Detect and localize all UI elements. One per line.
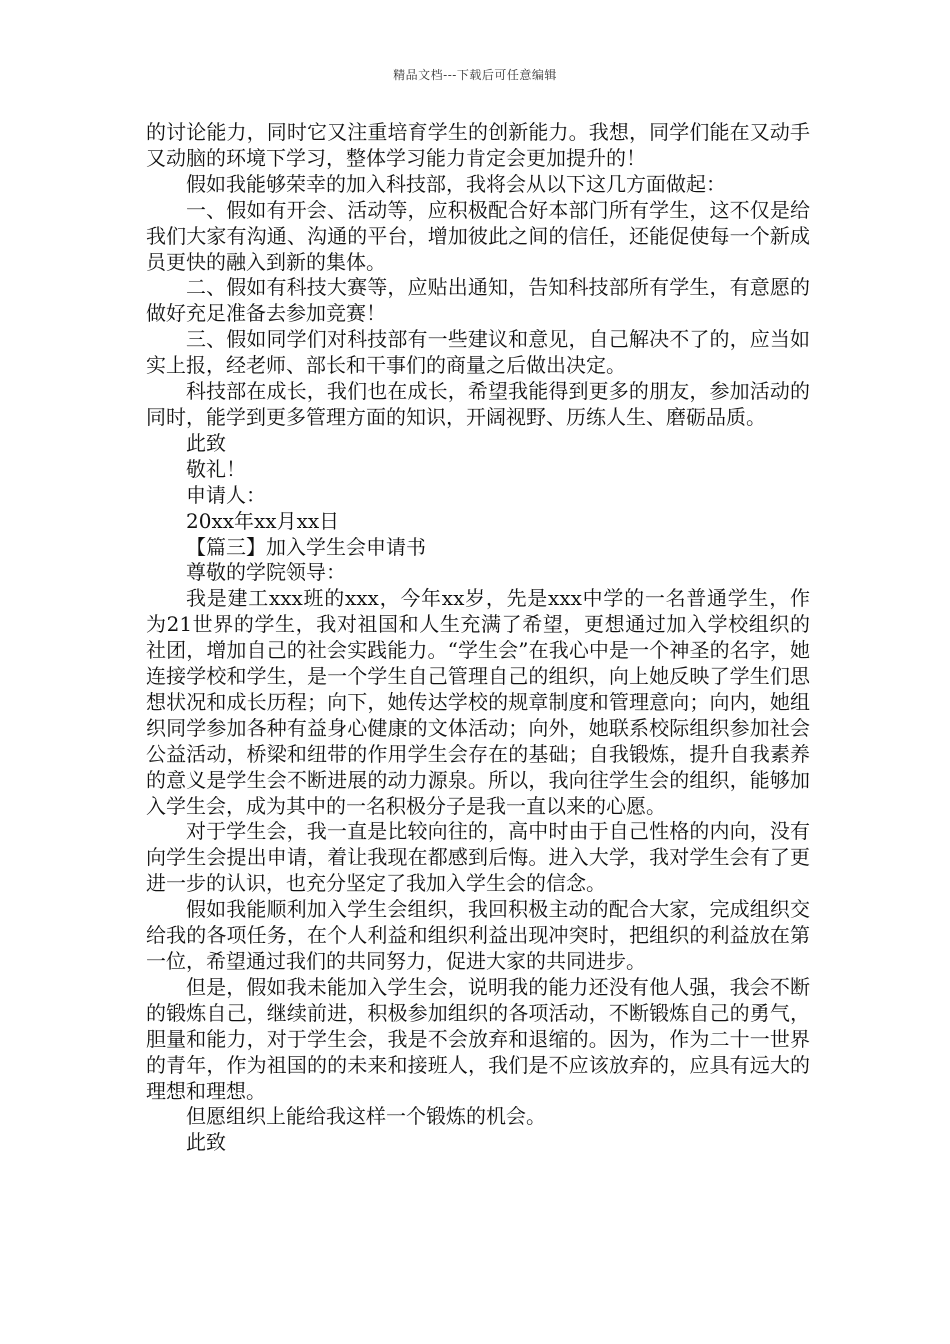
paragraph: 20xx年xx月xx日 bbox=[186, 508, 340, 533]
paragraph: 二、假如有科技大赛等，应贴出通知，告知科技部所有学生，有意愿的做好充足准备去参加竞赛！ bbox=[146, 275, 810, 326]
paragraph: 一、假如有开会、活动等，应积极配合好本部门所有学生，这不仅是给我们大家有沟通、沟通的平台，增加彼此之间的信任，还能促使每一个新成员更快的融入到新的集体。 bbox=[146, 197, 810, 274]
paragraph: 【篇三】加入学生会申请书 bbox=[186, 534, 426, 559]
paragraph: 假如我能够荣幸的加入科技部，我将会从以下这几方面做起： bbox=[186, 171, 726, 196]
paragraph: 我是建工xxx班的xxx，今年xx岁，先是xxx中学的一名普通学生，作为21世界的学生，我对祖国和人生充满了希望，更想通过加入学校组织的社团，增加自己的社会实践能力。“学生会”在我心中是一个神圣的名字，她连接学校和学生，是一个学生自己管理自己的组织，向上她反映了学生们思想状况和成长历程；向下，她传达学校的规章制度和管理意向；向内，她组织同学参加各种有益身心健康的文体活动；向外，她联系校际组织参加社会公益活动，桥梁和纽带的作用学生会存在的基础；自我锻炼，提升自我素养的意义是学生会不断进展的动力源泉。所以，我向往学生会的组织，能够加入学生会，成为其中的一名积极分子是我一直以来的心愿。 bbox=[146, 586, 810, 818]
paragraph: 对于学生会，我一直是比较向往的，高中时由于自己性格的内向，没有向学生会提出申请，着让我现在都感到后悔。进入大学，我对学生会有了更进一步的认识，也充分坚定了我加入学生会的信念。 bbox=[146, 819, 810, 896]
paragraph: 的讨论能力，同时它又注重培育学生的创新能力。我想，同学们能在又动手又动脑的环境下学习，整体学习能力肯定会更加提升的！ bbox=[146, 120, 810, 170]
paragraph: 科技部在成长，我们也在成长，希望我能得到更多的朋友，参加活动的同时，能学到更多管理方面的知识，开阔视野、历练人生、磨砺品质。 bbox=[146, 379, 810, 429]
paragraph: 此致 bbox=[186, 430, 226, 455]
paragraph: 但是，假如我未能加入学生会，说明我的能力还没有他人强，我会不断的锻炼自己，继续前进，积极参加组织的各项活动，不断锻炼自己的勇气，胆量和能力，对于学生会，我是不会放弃和退缩的。因为，作为二十一世界的青年，作为祖国的的未来和接班人，我们是不应该放弃的，应具有远大的理想和理想。 bbox=[146, 974, 810, 1103]
paragraph: 尊敬的学院领导： bbox=[186, 560, 346, 585]
paragraph: 此致 bbox=[186, 1130, 226, 1155]
paragraph: 三、假如同学们对科技部有一些建议和意见，自己解决不了的，应当如实上报，经老师、部长和干事们的商量之后做出决定。 bbox=[146, 327, 810, 378]
paragraph: 但愿组织上能给我这样一个锻炼的机会。 bbox=[186, 1104, 546, 1129]
page-header: 精品文档---下载后可任意编辑 bbox=[393, 68, 557, 82]
paragraph: 申请人： bbox=[186, 482, 266, 507]
document-body bbox=[146, 120, 810, 1156]
paragraph: 敬礼！ bbox=[186, 456, 246, 481]
paragraph: 假如我能顺利加入学生会组织，我回积极主动的配合大家，完成组织交给我的各项任务，在个人利益和组织利益出现冲突时，把组织的利益放在第一位，希望通过我们的共同努力，促进大家的共同进步。 bbox=[146, 897, 810, 973]
